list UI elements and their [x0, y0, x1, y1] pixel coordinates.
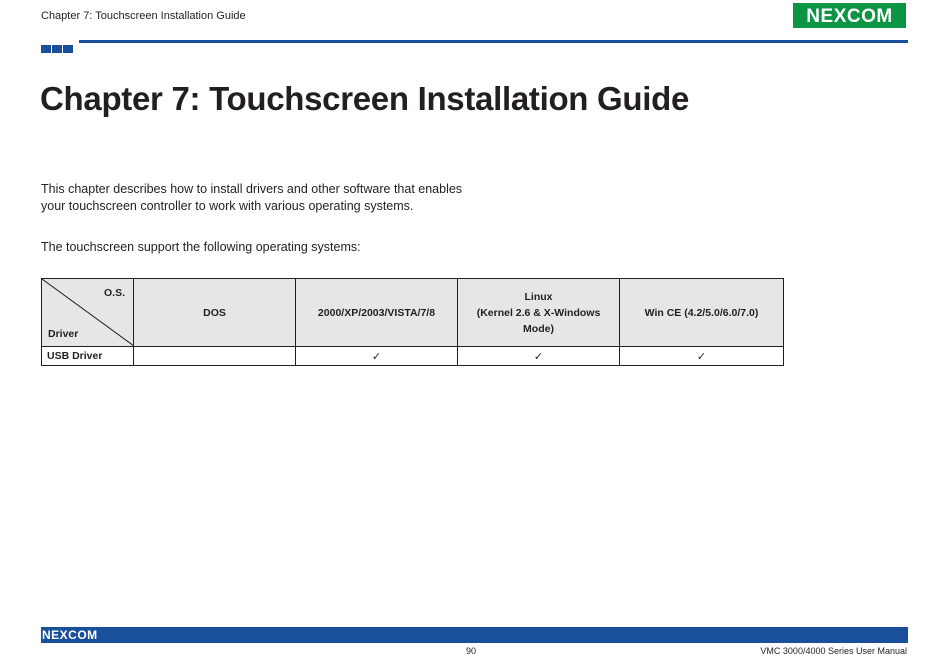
header-squares	[41, 40, 74, 48]
column-header-line: (Kernel 2.6 & X-Windows	[476, 306, 601, 319]
header-square	[41, 45, 51, 53]
footer-bar	[41, 627, 908, 643]
column-header-line: DOS	[203, 306, 226, 319]
corner-os-label: O.S.	[103, 287, 125, 299]
column-header-dos	[134, 279, 296, 347]
header-square	[52, 45, 62, 53]
cell-linux-check: ✓	[458, 347, 620, 366]
footer-page-number: 90	[466, 646, 477, 656]
column-header-linux	[458, 279, 620, 347]
header-chapter-title: Chapter 7: Touchscreen Installation Guide	[41, 10, 246, 22]
page-title: Chapter 7: Touchscreen Installation Guide	[40, 80, 690, 117]
support-paragraph: The touchscreen support the following operating systems:	[41, 240, 361, 254]
column-header-line: Linux	[524, 290, 553, 303]
header-square	[63, 45, 73, 53]
cell-wince-check: ✓	[620, 347, 784, 366]
intro-paragraph: This chapter describes how to install drivers and other software that enables your touchscreen controller to work with various operating systems.	[41, 182, 463, 213]
os-support-table	[41, 278, 784, 366]
column-header-line: 2000/XP/2003/VISTA/7/8	[317, 306, 436, 319]
column-header-windows	[296, 279, 458, 347]
footer-manual-name: VMC 3000/4000 Series User Manual	[760, 646, 907, 656]
nexcom-logo: NEXCOM	[792, 2, 907, 29]
table-header-row	[42, 279, 784, 347]
table-row	[42, 347, 784, 366]
header-rule	[79, 40, 908, 43]
row-label-usb-driver: USB Driver	[42, 347, 134, 366]
corner-driver-label: Driver	[48, 328, 79, 340]
footer-logo: NEXCOM	[42, 628, 98, 642]
cell-dos	[134, 347, 296, 366]
column-header-line: Win CE (4.2/5.0/6.0/7.0)	[644, 306, 759, 319]
table-corner-cell	[42, 279, 134, 347]
column-header-wince	[620, 279, 784, 347]
cell-windows-check: ✓	[296, 347, 458, 366]
column-header-line: Mode)	[523, 322, 554, 335]
